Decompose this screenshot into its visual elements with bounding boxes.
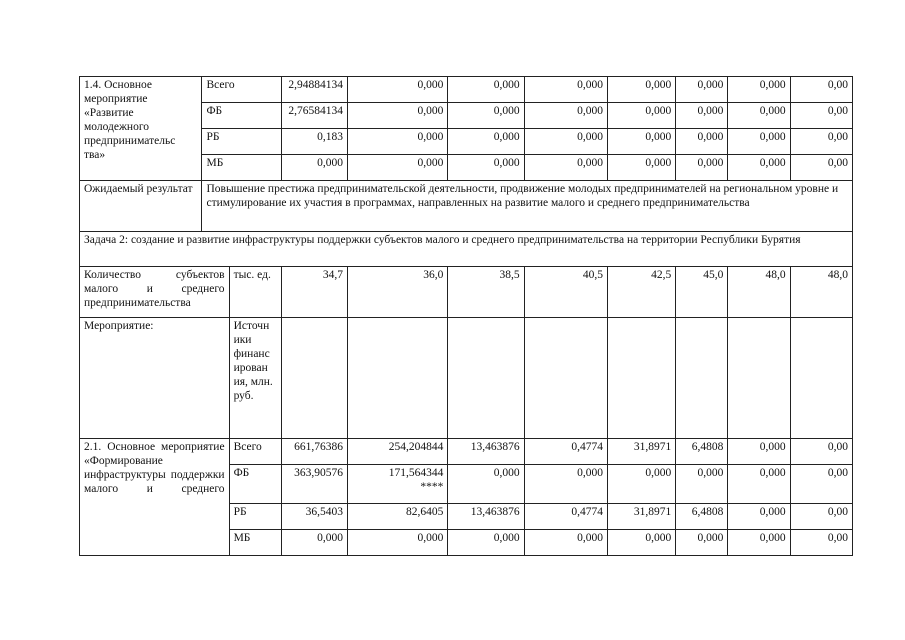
value-cell: 6,4808 [676, 504, 728, 530]
value-cell: 0,000 [524, 77, 607, 103]
value-cell: 13,463876 [448, 439, 524, 465]
value-cell: 0,000 [348, 155, 448, 181]
value-cell: 13,463876 [448, 504, 524, 530]
value-cell: 0,000 [607, 465, 675, 504]
value-cell: 31,8971 [607, 439, 675, 465]
value-cell: 0,000 [676, 103, 728, 129]
value-cell: 0,000 [448, 103, 524, 129]
value-cell: 45,0 [676, 267, 728, 318]
value-cell: 0,000 [524, 155, 607, 181]
source-cell: МБ [229, 530, 281, 556]
value-cell: 0,000 [607, 155, 675, 181]
empty-cell [281, 318, 347, 439]
value-cell-with-note [348, 465, 448, 504]
value-cell: 2,76584134 [281, 103, 347, 129]
value-cell: 0,000 [448, 129, 524, 155]
value-cell: 0,00 [790, 155, 852, 181]
table-row [80, 232, 853, 267]
expected-label: Ожидаемый результат [80, 181, 202, 232]
source-cell: ФБ [202, 103, 281, 129]
expected-text: Повышение престижа предпринимательской деятельности, продвижение молодых предпринимателей на региональном уровне и стимулирование их участия в программах, направленных на развитие малого и среднего предпринимательства [202, 181, 853, 232]
value-cell: 0,000 [728, 465, 790, 504]
value-cell: 0,000 [676, 129, 728, 155]
value-cell: 36,0 [348, 267, 448, 318]
value-cell: 0,000 [728, 77, 790, 103]
value-cell: 0,00 [790, 439, 852, 465]
value-cell: 0,000 [728, 530, 790, 556]
section-14-title: 1.4. Основное мероприятие «Развитие молодежного предпринимательс тва» [80, 77, 202, 181]
table-row [80, 267, 853, 318]
value-cell: 38,5 [448, 267, 524, 318]
value-cell: 0,00 [790, 504, 852, 530]
value-cell: 0,000 [348, 103, 448, 129]
value-cell: 0,000 [607, 103, 675, 129]
value-cell: 0,000 [281, 155, 347, 181]
value-cell: 34,7 [281, 267, 347, 318]
measure-label: Мероприятие: [80, 318, 230, 439]
source-cell: Всего [229, 439, 281, 465]
value-cell: 0,000 [676, 155, 728, 181]
value-cell: 0,00 [790, 77, 852, 103]
value-cell: 0,4774 [524, 439, 607, 465]
empty-cell [728, 318, 790, 439]
value-cell: 0,000 [448, 77, 524, 103]
empty-cell [790, 318, 852, 439]
value-cell: 0,000 [728, 504, 790, 530]
source-cell: РБ [202, 129, 281, 155]
value-cell: 0,000 [448, 530, 524, 556]
value-cell: 0,4774 [524, 504, 607, 530]
value-cell: 2,94884134 [281, 77, 347, 103]
program-table [79, 76, 853, 556]
empty-cell [607, 318, 675, 439]
value-cell: 0,000 [728, 155, 790, 181]
value-cell: 48,0 [790, 267, 852, 318]
table-row [80, 318, 853, 439]
footnote-mark: **** [420, 481, 444, 493]
value-cell: 0,000 [728, 129, 790, 155]
table-row [80, 439, 853, 465]
value-cell: 0,000 [524, 530, 607, 556]
value-cell: 0,000 [728, 439, 790, 465]
value-cell: 42,5 [607, 267, 675, 318]
source-cell: Всего [202, 77, 281, 103]
value-cell: 0,000 [728, 103, 790, 129]
task-heading: Задача 2: создание и развитие инфраструктуры поддержки субъектов малого и среднего предпринимательства на территории Республики Бурятия [80, 232, 853, 267]
empty-cell [448, 318, 524, 439]
source-cell: МБ [202, 155, 281, 181]
value-cell: 0,000 [448, 465, 524, 504]
value-cell: 0,000 [448, 155, 524, 181]
value-cell: 0,000 [607, 77, 675, 103]
table-row [80, 77, 853, 103]
value-cell: 0,183 [281, 129, 347, 155]
value-cell: 661,76386 [281, 439, 347, 465]
value-cell: 0,000 [524, 129, 607, 155]
value-cell: 0,00 [790, 103, 852, 129]
value-cell: 0,000 [524, 103, 607, 129]
value-cell: 0,000 [281, 530, 347, 556]
empty-cell [348, 318, 448, 439]
value-cell: 363,90576 [281, 465, 347, 504]
value-cell: 0,000 [676, 77, 728, 103]
source-cell: РБ [229, 504, 281, 530]
source-cell: ФБ [229, 465, 281, 504]
value-cell: 0,000 [348, 129, 448, 155]
value-cell: 40,5 [524, 267, 607, 318]
value-cell: 48,0 [728, 267, 790, 318]
unit-cell: тыс. ед. [229, 267, 281, 318]
empty-cell [524, 318, 607, 439]
value-cell: 0,00 [790, 530, 852, 556]
source-header: Источн ики финанс ирован ия, млн. руб. [229, 318, 281, 439]
value-cell: 82,6405 [348, 504, 448, 530]
value-cell: 254,204844 [348, 439, 448, 465]
value-cell: 0,000 [676, 465, 728, 504]
value-cell: 0,000 [524, 465, 607, 504]
section-21-title: 2.1. Основное мероприятие «Формирование инфраструктуры поддержки малого и среднего [80, 439, 230, 556]
value-cell: 0,000 [348, 77, 448, 103]
value-cell: 6,4808 [676, 439, 728, 465]
value-cell: 31,8971 [607, 504, 675, 530]
value-cell: 36,5403 [281, 504, 347, 530]
table-row [80, 181, 853, 232]
value-cell: 0,00 [790, 465, 852, 504]
value-text: 171,564344 [388, 467, 444, 479]
value-cell: 0,000 [348, 530, 448, 556]
value-cell: 0,000 [676, 530, 728, 556]
indicator-label: Количество субъектов малого и среднего предпринимательства [80, 267, 230, 318]
empty-cell [676, 318, 728, 439]
value-cell: 0,000 [607, 129, 675, 155]
value-cell: 0,000 [607, 530, 675, 556]
value-cell: 0,00 [790, 129, 852, 155]
